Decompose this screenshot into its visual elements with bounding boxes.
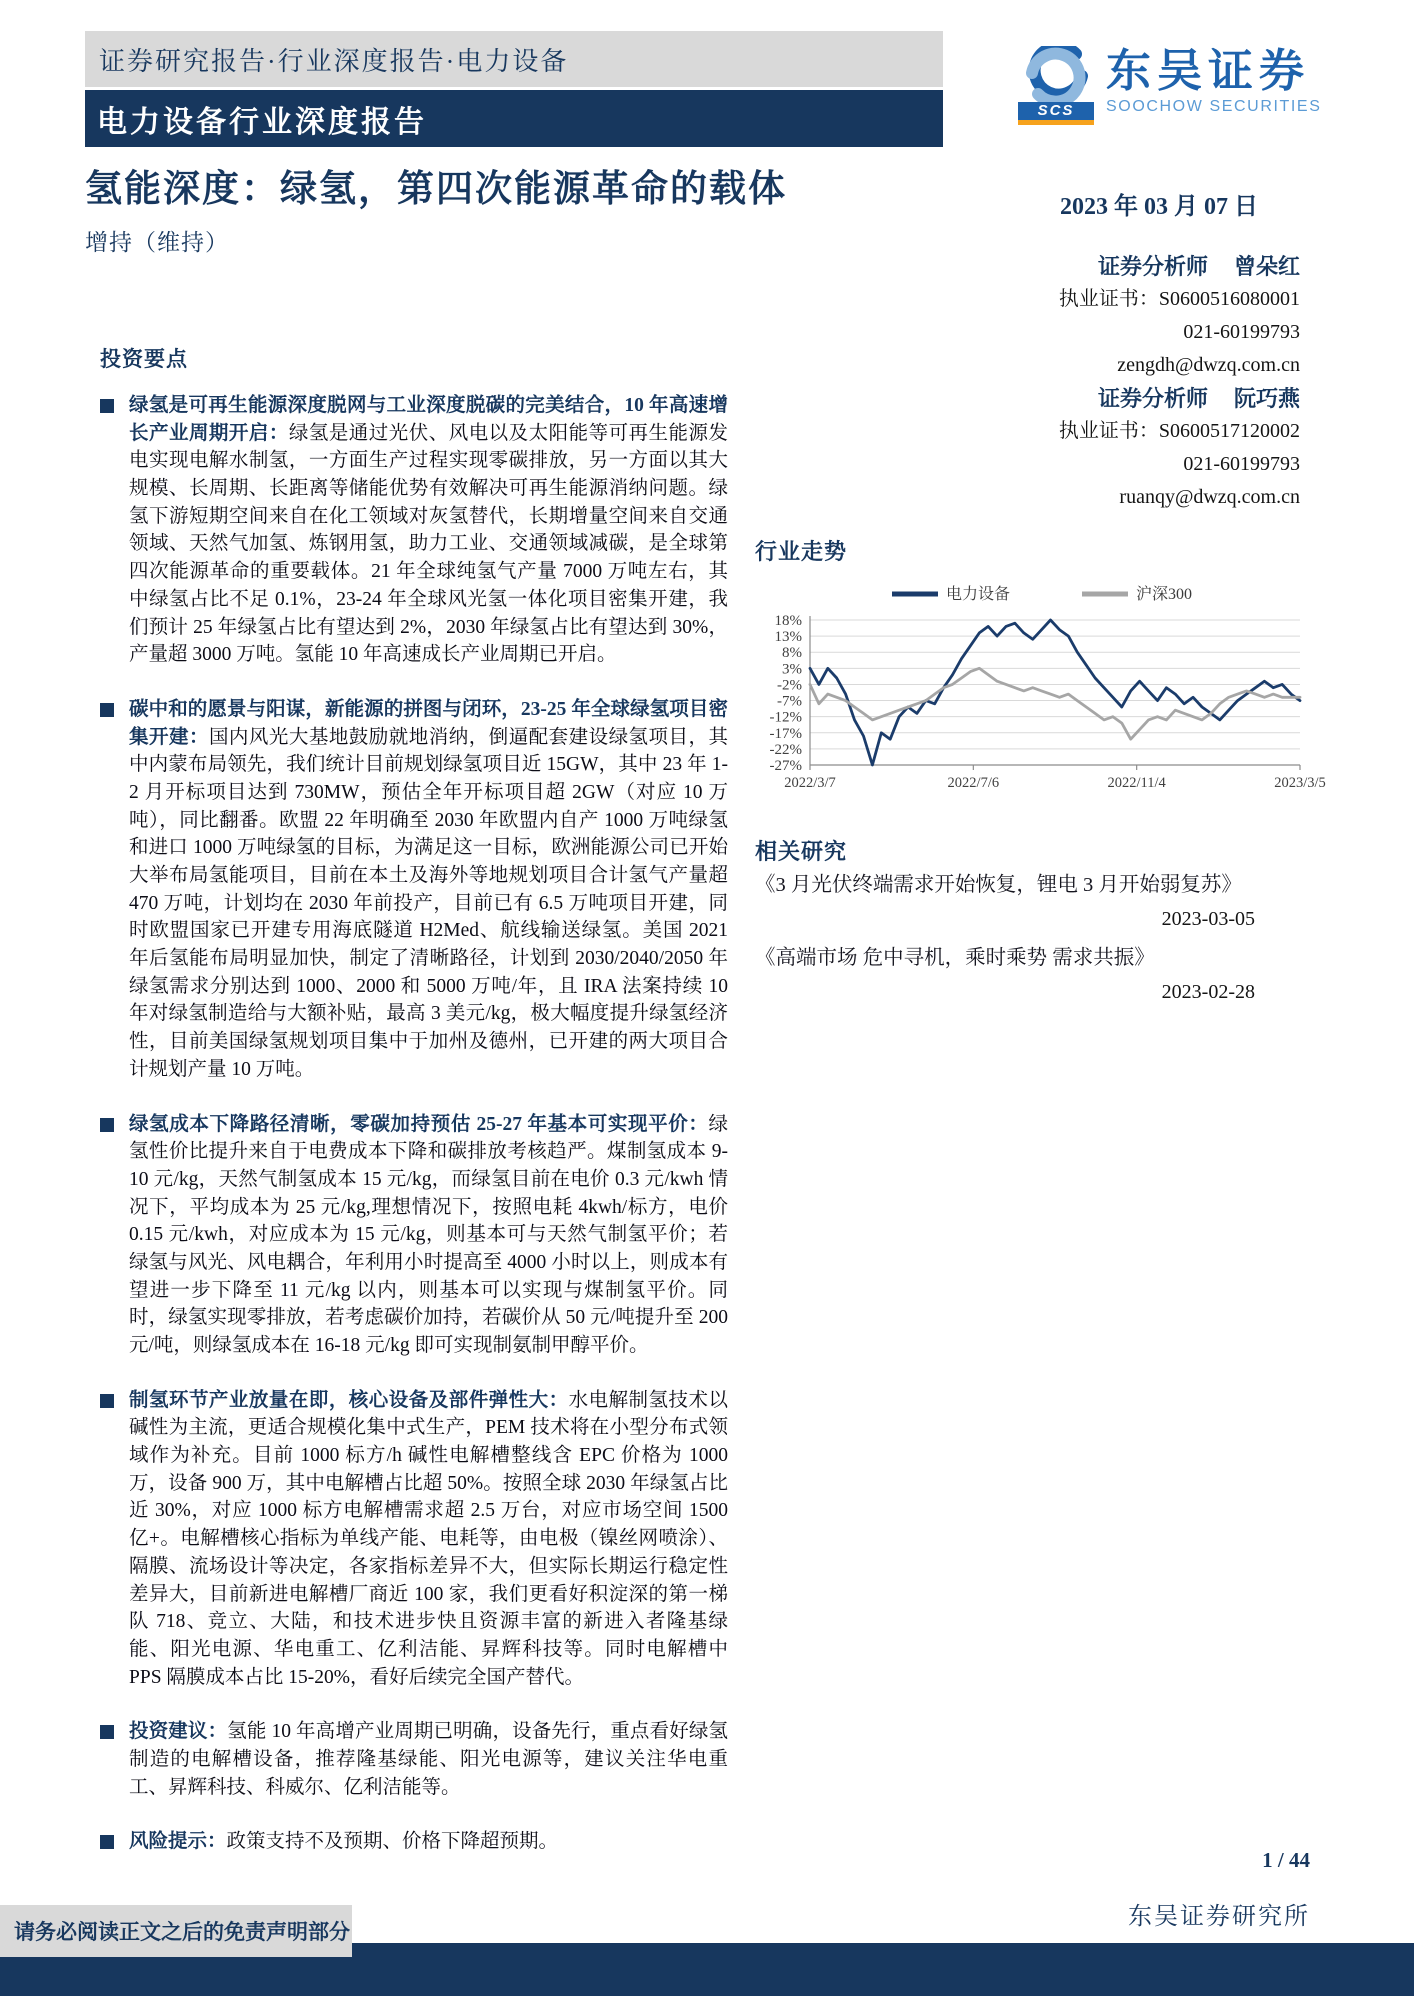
highlight-bullets — [100, 392, 728, 1883]
svg-text:沪深300: 沪深300 — [1136, 586, 1193, 603]
svg-text:2022/7/6: 2022/7/6 — [947, 775, 1000, 791]
analyst-phone: 021-60199793 — [1183, 321, 1300, 343]
page-title: 氢能深度：绿氢，第四次能源革命的载体 — [85, 169, 787, 210]
related-research-list — [755, 868, 1307, 1014]
section-industry-trend: 行业走势 — [755, 539, 848, 564]
svg-text:-2%: -2% — [777, 677, 802, 694]
bullet-text: 绿氢性价比提升来自于电费成本下降和碳排放考核趋严。煤制氢成本 9-10 元/kg，天然气制氢成本 15 元/kg，而绿氢目前在电价 0.3 元/kwh 情况下，平均成本为 25 元/kg,理想情况下，按照电耗 4kwh/标方，电价 0.15 元/kwh，对应成本为 15 元/kg，则基本可与天然气制氢平价；若绿氢与风光、风电耦合，年利用小时提高至 4000 小时以上，则成本有望进一步下降至 11 元/kg 以内，则基本可以实现与煤制氢平价。同时，绿氢实现零排放，若考虑碳价加持，若碳价从 50 元/吨提升至 200 元/吨，则绿氢成本在 16-18 元/kg 即可实现制氨制甲醇平价。 — [129, 1113, 728, 1356]
bullet-item — [100, 1718, 728, 1801]
svg-text:2022/3/7: 2022/3/7 — [784, 775, 836, 791]
bullet-text: 氢能 10 年高增产业周期已明确，设备先行，重点看好绿氢制造的电解槽设备，推荐隆基绿能、阳光电源等，建议关注华电重工、昇辉科技、科威尔、亿利洁能等。 — [129, 1721, 728, 1798]
svg-text:-17%: -17% — [769, 725, 802, 742]
disclaimer-text: 请务必阅读正文之后的免责声明部分 — [14, 1920, 350, 1944]
institute-name: 东吴证券研究所 — [1128, 1904, 1310, 1930]
report-banner-band — [85, 90, 943, 147]
bullet-item — [100, 1387, 728, 1692]
bullet-item — [100, 1111, 728, 1360]
report-kicker-band — [85, 31, 943, 87]
bullet-lead: 绿氢成本下降路径清晰，零碳加持预估 25-27 年基本可实现平价： — [129, 1113, 709, 1135]
page-number: 1 / 44 — [1262, 1848, 1310, 1872]
bullet-text: 国内风光大基地鼓励就地消纳，倒逼配套建设绿氢项目，其中内蒙布局领先，我们统计目前规划绿氢项目近 15GW，其中 23 年 1-2 月开标项目达到 730MW，预估全年开标项目超 2GW（对应 10 万吨），同比翻番。欧盟 22 年明确至 2030 年欧盟内自产 1000 万吨绿氢和进口 1000 万吨绿氢的目标，为满足这一目标，欧洲能源公司已开始大举布局氢能项目，目前在本土及海外等地规划项目合计氢气产量超 470 万吨，计划均在 2030 年前投产，目前已有 6.5 万吨项目开建，同时欧盟国家已开建专用海底隧道 H2Med、航线输送绿氢。美国 2021 年后氢能布局明显加快，制定了清晰路径，计划到 2030/2040/2050 年绿氢需求分别达到 1000、2000 和 5000 万吨/年，且 IRA 法案持续 10 年对绿氢制造给与大额补贴，最高 3 美元/kg，极大幅度提升绿氢经济性，目前美国绿氢规划项目集中于加州及德州，已开建的两大项目合计规划产量 10 万吨。 — [129, 726, 728, 1080]
bullet-square-icon — [100, 1394, 114, 1408]
bullet-square-icon — [100, 1118, 114, 1132]
svg-text:电力设备: 电力设备 — [946, 586, 1011, 603]
bullet-square-icon — [100, 399, 114, 413]
brand-logo — [1018, 46, 1321, 125]
scs-wordmark: SCS — [1018, 102, 1094, 120]
bullet-lead: 投资建议： — [129, 1721, 228, 1743]
analyst-role: 证券分析师 — [1097, 386, 1208, 411]
bullet-lead: 风险提示： — [129, 1831, 227, 1853]
bullet-square-icon — [100, 703, 114, 717]
logo-underline — [1018, 120, 1094, 125]
bullet-square-icon — [100, 1835, 114, 1849]
section-investment-highlights: 投资要点 — [100, 347, 188, 371]
bullet-text: 水电解制氢技术以碱性为主流，更适合规模化集中式生产，PEM 技术将在小型分布式领域作为补充。目前 1000 标方/h 碱性电解槽整线含 EPC 价格为 1000 万，设备 900 万，其中电解槽占比超 50%。按照全球 2030 年绿氢占比近 30%，对应 1000 标方电解槽需求超 2.5 万台，对应市场空间 1500 亿+。电解槽核心指标为单线产能、电耗等，由电极（镍丝网喷涂）、隔膜、流场设计等决定，各家指标差异不大，但实际长期运行稳定性差异大，目前新进电解槽厂商近 100 家，我们更看好积淀深的第一梯队 718、竞立、大陆，和技术进步快且资源丰富的新进入者隆基绿能、阳光电源、华电重工、亿利洁能、昇辉科技等。同时电解槽中 PPS 隔膜成本占比 15-20%，看好后续完全国产替代。 — [129, 1389, 728, 1688]
svg-text:13%: 13% — [774, 629, 802, 646]
svg-text:-22%: -22% — [769, 741, 802, 758]
soochow-swirl-icon — [1018, 46, 1094, 102]
bullet-item — [100, 392, 728, 669]
svg-text:2022/11/4: 2022/11/4 — [1107, 775, 1166, 791]
brand-logo-text — [1106, 46, 1321, 116]
svg-text:18%: 18% — [774, 613, 802, 629]
bullet-lead: 绿氢是可再生能源深度脱网与工业深度脱碳的完美结合，10 年高速增长产业周期开启： — [129, 395, 728, 444]
svg-text:2023/3/5: 2023/3/5 — [1274, 775, 1326, 791]
analyst-email: zengdh@dwzq.com.cn — [1117, 354, 1300, 376]
bullet-item — [100, 1828, 728, 1856]
report-date: 2023 年 03 月 07 日 — [1060, 194, 1258, 220]
bullet-lead: 制氢环节产业放量在即，核心设备及部件弹性大： — [129, 1389, 569, 1411]
industry-trend-chart — [752, 580, 1332, 805]
analyst-email: ruanqy@dwzq.com.cn — [1119, 486, 1300, 508]
bullet-square-icon — [100, 1725, 114, 1739]
analyst-name: 阮巧燕 — [1233, 386, 1300, 411]
analyst-block — [860, 250, 1300, 514]
analyst-role-name — [860, 250, 1300, 283]
related-research-title: 《高端市场 危中寻机，乘时乘势 需求共振》 — [755, 947, 1155, 969]
svg-text:3%: 3% — [782, 661, 802, 678]
brand-logo-mark — [1018, 46, 1094, 125]
bullet-item — [100, 696, 728, 1084]
rating-badge: 增持（维持） — [85, 230, 229, 255]
brand-name-en: SOOCHOW SECURITIES — [1106, 98, 1322, 115]
section-related-research: 相关研究 — [755, 839, 848, 864]
related-research-title: 《3 月光伏终端需求开始恢复，锂电 3 月开始弱复苏》 — [755, 874, 1242, 896]
bullet-lead: 碳中和的愿景与阳谋，新能源的拼图与闭环，23-25 年全球绿氢项目密集开建： — [129, 698, 728, 748]
analyst-cert: 执业证书：S0600517120002 — [1058, 420, 1300, 442]
analyst-phone: 021-60199793 — [1183, 453, 1300, 475]
analyst-cert: 执业证书：S0600516080001 — [1058, 288, 1300, 310]
bullet-text: 政策支持不及预期、价格下降超预期。 — [226, 1831, 559, 1853]
disclaimer-box — [0, 1905, 352, 1957]
related-research-date: 2023-02-28 — [1161, 981, 1255, 1003]
analyst-role-name — [860, 382, 1300, 415]
related-research-date: 2023-03-05 — [1161, 908, 1255, 930]
report-banner: 电力设备行业深度报告 — [97, 105, 427, 139]
report-kicker: 证券研究报告·行业深度报告·电力设备 — [99, 46, 569, 76]
svg-text:8%: 8% — [782, 645, 802, 662]
bullet-text: 绿氢是通过光伏、风电以及太阳能等可再生能源发电实现电解水制氢，一方面生产过程实现零碳排放，另一方面以其大规模、长周期、长距离等储能优势有效解决可再生能源消纳问题。绿氢下游短期空间来自在化工领域对灰氢替代，长期增量空间来自交通领域、天然气加氢、炼钢用氢，助力工业、交通领域减碳，是全球第四次能源革命的重要载体。21 年全球纯氢气产量 7000 万吨左右，其中绿氢占比不足 0.1%，23-24 年全球风光氢一体化项目密集开建，我们预计 25 年绿氢占比有望达到 2%，2030 年绿氢占比有望达到 30%，产量超 3000 万吨。氢能 10 年高速成长产业周期已开启。 — [129, 422, 728, 666]
analyst-name: 曾朵红 — [1233, 254, 1300, 279]
brand-name-cn: 东吴证券 — [1106, 45, 1311, 96]
svg-text:-7%: -7% — [777, 693, 802, 710]
analyst-role: 证券分析师 — [1097, 254, 1208, 279]
svg-text:-27%: -27% — [769, 758, 802, 774]
svg-text:-12%: -12% — [769, 709, 802, 726]
